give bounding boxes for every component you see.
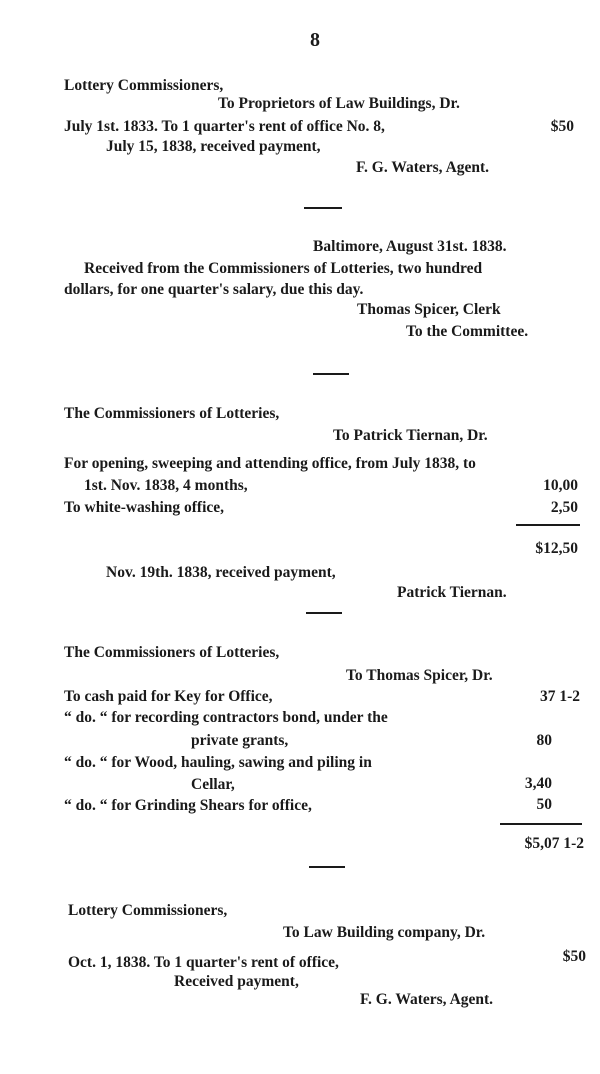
s5-entry: Oct. 1, 1838. To 1 quarter's rent of office, <box>68 954 339 971</box>
s4-amount-4: 50 <box>536 796 552 813</box>
s4-item-4: “ do. “ for Grinding Shears for office, <box>64 797 312 814</box>
s2-receipt-line-1: Received from the Commissioners of Lotteries, two hundred <box>84 260 483 277</box>
s1-addressee: Lottery Commissioners, <box>64 77 224 94</box>
s5-payment-note: Received payment, <box>174 973 299 990</box>
s1-entry: July 1st. 1833. To 1 quarter's rent of office No. 8, <box>64 118 385 135</box>
s2-receipt-line-2: dollars, for one quarter's salary, due this day. <box>64 281 364 298</box>
s5-signature: F. G. Waters, Agent. <box>360 991 494 1008</box>
section-divider <box>313 373 349 375</box>
s1-signature: F. G. Waters, Agent. <box>356 159 490 176</box>
s4-item-2-line-2: private grants, <box>191 732 289 749</box>
s4-item-3-line-1: “ do. “ for Wood, hauling, sawing and piling in <box>64 754 372 771</box>
s3-amount-2: 2,50 <box>550 499 578 516</box>
s5-addressee: Lottery Commissioners, <box>68 902 228 919</box>
s4-total: $5,07 1-2 <box>524 835 584 852</box>
s4-amount-1: 37 1-2 <box>539 688 580 705</box>
total-rule <box>500 823 582 825</box>
s3-entry-line-2: 1st. Nov. 1838, 4 months, <box>84 477 248 494</box>
total-rule <box>516 524 580 526</box>
s2-signature-title: To the Committee. <box>406 323 529 340</box>
s3-signature: Patrick Tiernan. <box>397 584 507 601</box>
s3-entry-line-3: To white-washing office, <box>64 499 225 516</box>
s5-amount: $50 <box>562 948 586 965</box>
s3-total: $12,50 <box>535 540 578 557</box>
s1-creditor: To Proprietors of Law Buildings, Dr. <box>218 95 460 112</box>
section-divider <box>306 612 342 614</box>
s2-date-line: Baltimore, August 31st. 1838. <box>313 238 507 255</box>
s4-item-1: To cash paid for Key for Office, <box>64 688 273 705</box>
s3-addressee: The Commissioners of Lotteries, <box>64 405 280 422</box>
s4-amount-2: 80 <box>536 732 552 749</box>
s4-amount-3: 3,40 <box>524 775 552 792</box>
s4-item-2-line-1: “ do. “ for recording contractors bond, under the <box>64 709 388 726</box>
s3-amount-1: 10,00 <box>543 477 578 494</box>
s5-creditor: To Law Building company, Dr. <box>283 924 486 941</box>
page-number: 8 <box>310 29 320 51</box>
s3-entry-line-1: For opening, sweeping and attending office, from July 1838, to <box>64 455 476 472</box>
s1-payment-note: July 15, 1838, received payment, <box>106 138 321 155</box>
s2-signature: Thomas Spicer, Clerk <box>357 301 501 318</box>
s3-creditor: To Patrick Tiernan, Dr. <box>333 427 488 444</box>
s4-addressee: The Commissioners of Lotteries, <box>64 644 280 661</box>
s4-item-3-line-2: Cellar, <box>191 776 235 793</box>
section-divider <box>304 207 342 209</box>
s1-amount: $50 <box>550 118 574 135</box>
s3-payment-note: Nov. 19th. 1838, received payment, <box>106 564 336 581</box>
s4-creditor: To Thomas Spicer, Dr. <box>346 667 493 684</box>
section-divider <box>309 866 345 868</box>
